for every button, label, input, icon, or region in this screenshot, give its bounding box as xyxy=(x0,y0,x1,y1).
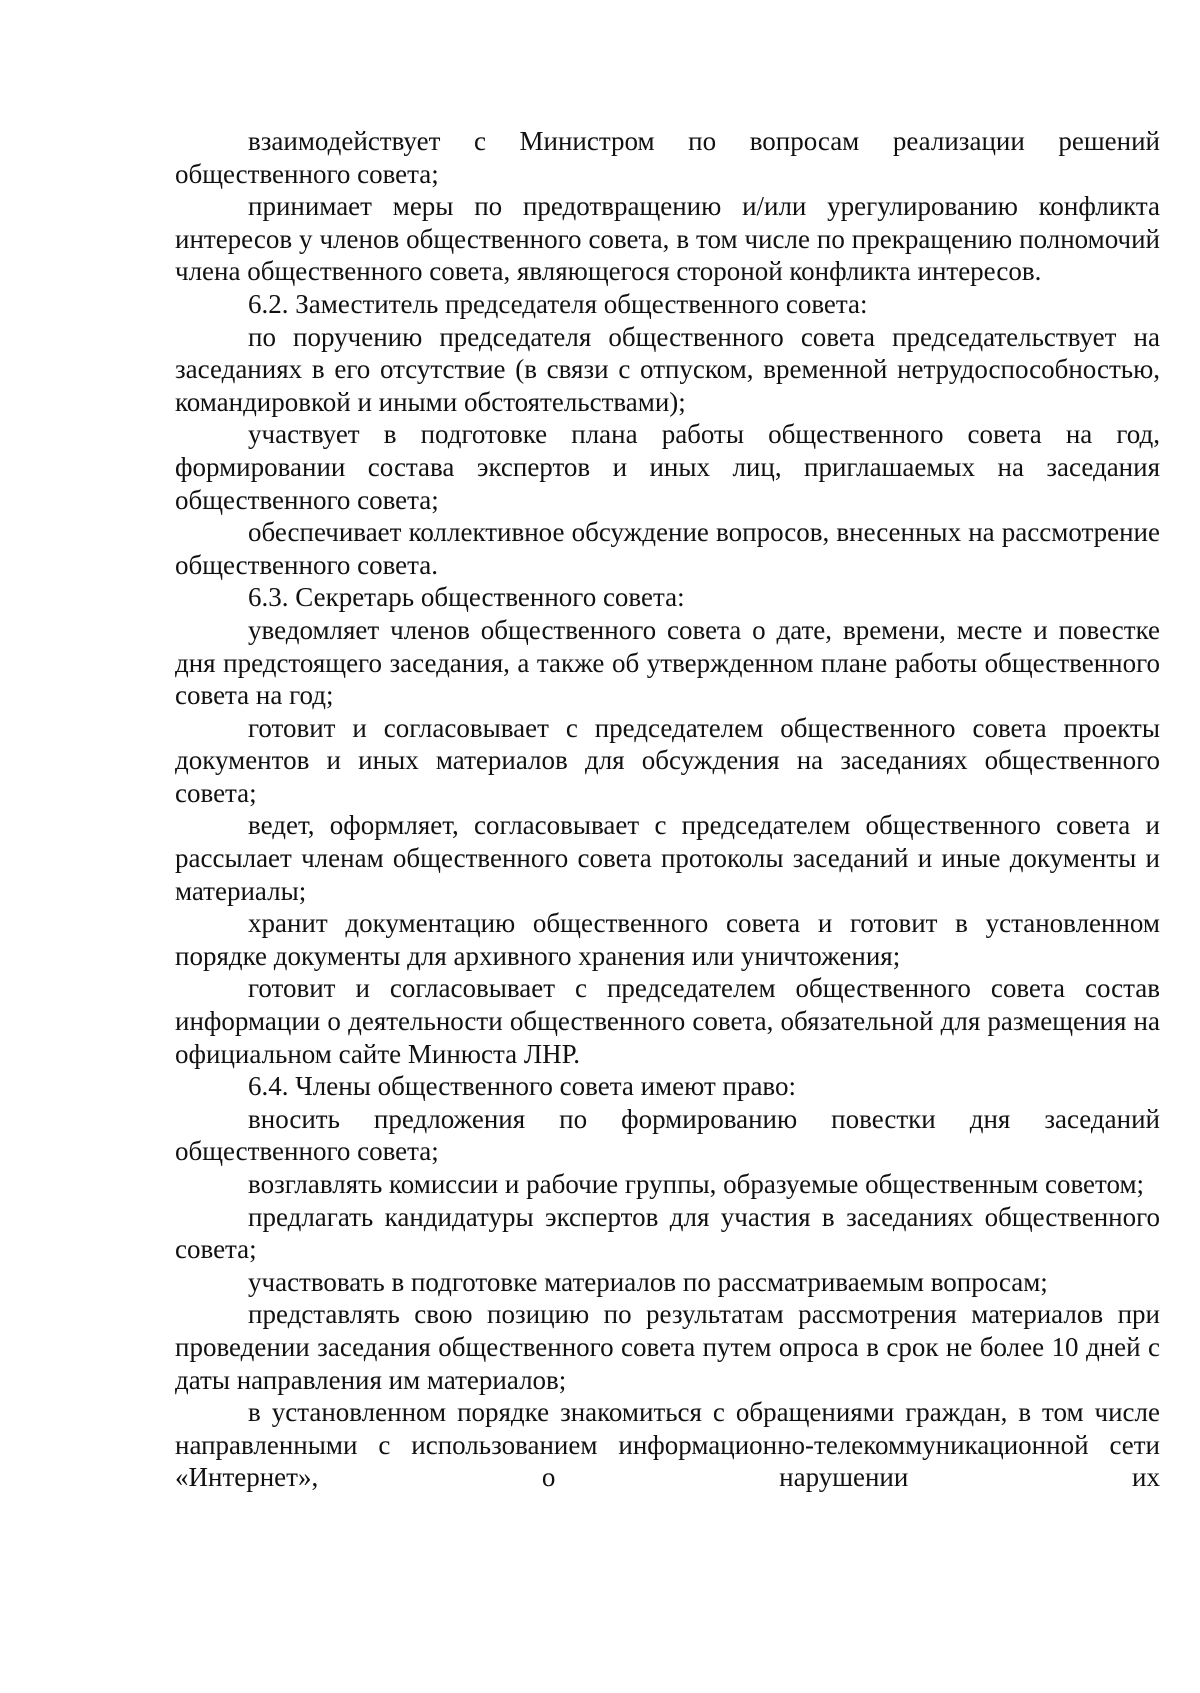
paragraph-members-experts: предлагать кандидатуры экспертов для участия в заседаниях общественного совета; xyxy=(175,1201,1160,1265)
paragraph-members-agenda: вносить предложения по формированию повестки дня заседаний общественного совета; xyxy=(175,1103,1160,1167)
paragraph-members-citizen-appeals: в установленном порядке знакомиться с обращениями граждан, в том числе направленными с использованием информационно-телекоммуникационной сети «Интернет», о нарушении их xyxy=(175,1397,1160,1493)
paragraph-secretary-notifies: уведомляет членов общественного совета о дате, времени, месте и повестке дня предстоящего заседания, а также об утвержденном плане работы общественного совета на год; xyxy=(175,614,1160,711)
paragraph-deputy-discussion: обеспечивает коллективное обсуждение вопросов, внесенных на рассмотрение общественного совета. xyxy=(175,517,1160,580)
section-heading-6-3: 6.3. Секретарь общественного совета: xyxy=(248,582,685,613)
paragraph-interaction-with-minister: взаимодействует с Министром по вопросам реализации решений общественного совета; xyxy=(175,126,1160,189)
paragraph-secretary-protocols: ведет, оформляет, согласовывает с председателем общественного совета и рассылает членам общественного совета протоколы заседаний и иные документы и материалы; xyxy=(175,810,1160,906)
paragraph-members-position: представлять свою позицию по результатам рассмотрения материалов при проведении заседания общественного совета путем опроса в срок не более 10 дней с даты направления им материалов; xyxy=(175,1299,1160,1395)
paragraph-members-materials: участвовать в подготовке материалов по рассматриваемым вопросам; xyxy=(248,1266,1048,1297)
document-page xyxy=(175,125,1160,1494)
section-heading-6-4: 6.4. Члены общественного совета имеют право: xyxy=(248,1071,796,1102)
paragraph-deputy-work-plan: участвует в подготовке плана работы общественного совета на год, формировании состава экспертов и иных лиц, приглашаемых на заседания общественного совета; xyxy=(175,419,1160,515)
paragraph-secretary-website: готовит и согласовывает с председателем общественного совета состав информации о деятельности общественного совета, обязательной для размещения на официальном сайте Минюста ЛНР. xyxy=(175,973,1160,1069)
paragraph-conflict-of-interest: принимает меры по предотвращению и/или урегулированию конфликта интересов у членов общественного совета, в том числе по прекращению полномочий члена общественного совета, являющегося стороной конфликта интересов. xyxy=(175,191,1160,287)
paragraph-members-commissions: возглавлять комиссии и рабочие группы, образуемые общественным советом; xyxy=(248,1169,1145,1199)
paragraph-secretary-prepares-drafts: готовит и согласовывает с председателем общественного совета проекты документов и иных материалов для обсуждения на заседаниях общественного совета; xyxy=(175,712,1160,808)
paragraph-secretary-archive: хранит документацию общественного совета и готовит в установленном порядке документы для архивного хранения или уничтожения; xyxy=(175,908,1160,971)
paragraph-deputy-presides: по поручению председателя общественного совета председательствует на заседаниях в его отсутствие (в связи с отпуском, временной нетрудоспособностью, командировкой и иными обстоятельствами); xyxy=(175,321,1160,417)
section-heading-6-2: 6.2. Заместитель председателя общественного совета: xyxy=(248,288,868,319)
